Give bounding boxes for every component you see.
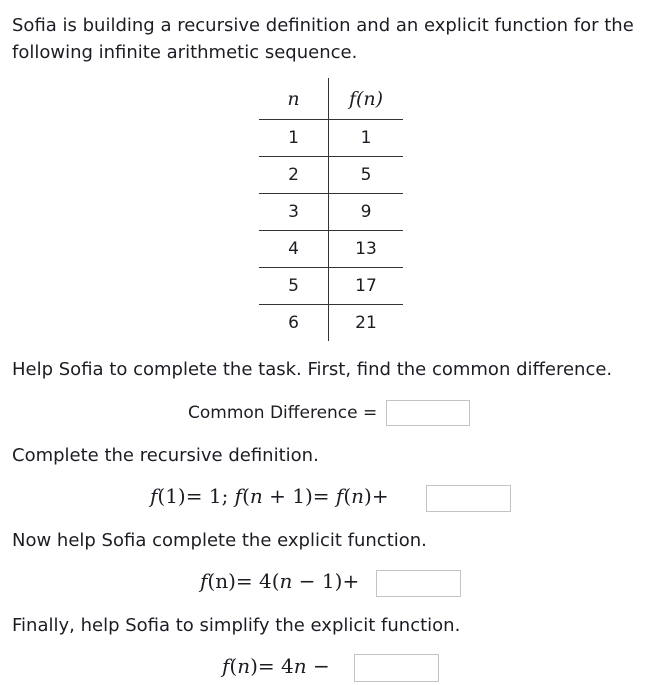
recursive-n2: n — [351, 484, 365, 508]
explicit-input[interactable] — [376, 570, 461, 597]
cell-n: 3 — [259, 194, 329, 231]
step2-instruction: Complete the recursive definition. — [12, 445, 319, 466]
cell-f: 21 — [329, 305, 404, 342]
common-difference-input[interactable] — [386, 400, 470, 426]
step4-instruction: Finally, help Sofia to simplify the explicit function. — [12, 615, 461, 636]
table-row — [259, 194, 403, 231]
common-difference-row — [188, 400, 470, 426]
recursive-part4: ( — [343, 484, 352, 508]
table-row — [259, 120, 403, 157]
table-row — [259, 157, 403, 194]
simplified-n1: n — [237, 654, 251, 678]
recursive-f3: f — [335, 484, 344, 508]
simplified-f: f — [222, 654, 230, 678]
simplified-n2: n — [293, 654, 307, 678]
explicit-part1: (n)= 4( — [207, 569, 280, 593]
simplified-part1: ( — [229, 654, 238, 678]
cell-f: 9 — [329, 194, 404, 231]
cell-n: 2 — [259, 157, 329, 194]
table-header-n: n — [259, 78, 329, 120]
step3-instruction: Now help Sofia complete the explicit function. — [12, 530, 427, 551]
cell-n: 6 — [259, 305, 329, 342]
simplified-part2: )= 4 — [250, 654, 294, 678]
step1-instruction: Help Sofia to complete the task. First, find the common difference. — [12, 359, 613, 380]
recursive-part1: (1)= 1; — [157, 484, 235, 508]
cell-n: 1 — [259, 120, 329, 157]
common-difference-label: Common Difference = — [188, 403, 378, 423]
simplified-function — [222, 654, 330, 678]
simplified-part3: − — [306, 654, 330, 678]
cell-n: 4 — [259, 231, 329, 268]
explicit-part2: − 1)+ — [292, 569, 360, 593]
recursive-part2: ( — [242, 484, 250, 508]
cell-f: 13 — [329, 231, 404, 268]
recursive-input[interactable] — [426, 485, 511, 512]
explicit-n: n — [279, 569, 293, 593]
sequence-table — [259, 78, 403, 341]
recursive-part5: )+ — [364, 484, 389, 508]
cell-f: 17 — [329, 268, 404, 305]
recursive-n1: n — [249, 484, 263, 508]
recursive-part3: + 1)= — [262, 484, 336, 508]
cell-f: 1 — [329, 120, 404, 157]
cell-f: 5 — [329, 157, 404, 194]
intro-paragraph: Sofia is building a recursive definition and an explicit function for the following infinite arithmetic sequence. — [12, 15, 634, 63]
table-row — [259, 268, 403, 305]
recursive-f2: f — [234, 484, 243, 508]
table-header-f: f(n) — [348, 87, 384, 110]
table-row — [259, 231, 403, 268]
explicit-function — [200, 569, 359, 593]
cell-n: 5 — [259, 268, 329, 305]
table-row — [259, 305, 403, 342]
recursive-f1: f — [150, 484, 158, 508]
explicit-f: f — [200, 569, 208, 593]
recursive-definition — [150, 484, 389, 508]
simplified-input[interactable] — [354, 654, 439, 682]
